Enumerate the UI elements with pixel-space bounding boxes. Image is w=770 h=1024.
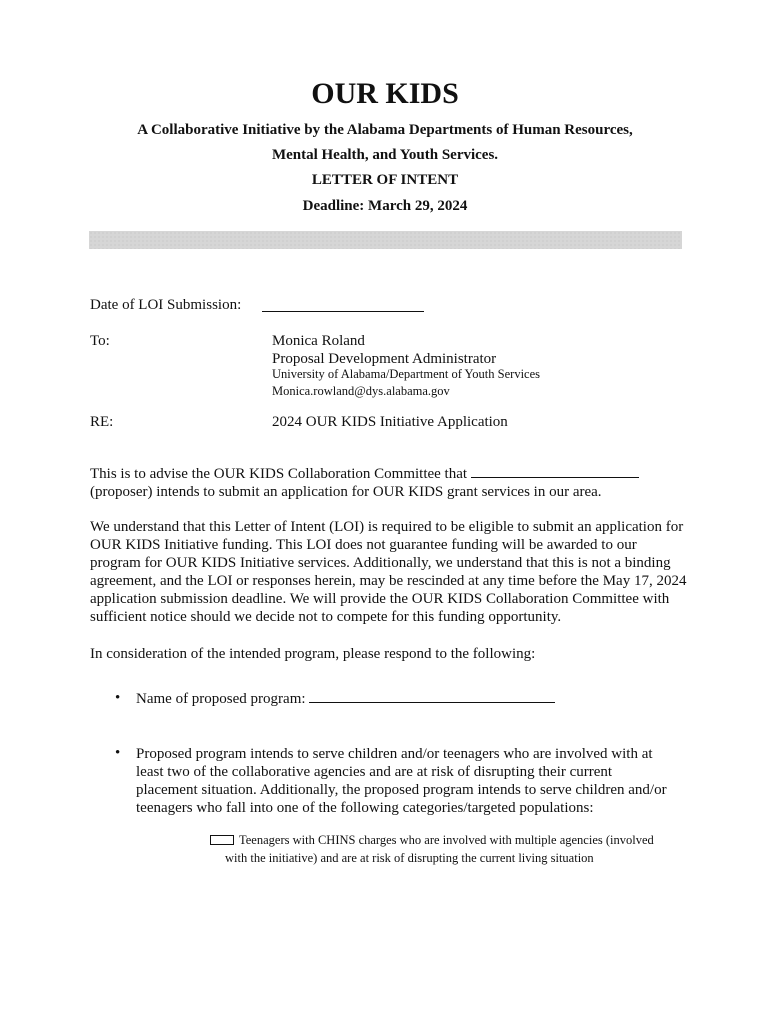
deadline: Deadline: March 29, 2024	[302, 198, 468, 214]
bullet-2-text: Proposed program intends to serve children and/or teenagers who are involved with at least two of the collaborative agencies and are at risk of disrupting their current placement situation. Additionally, the proposed program intends to serve children and/or teenagers who fall into one of the following categories/targeted populations:	[136, 746, 667, 816]
document-title: OUR KIDS	[311, 77, 459, 110]
program-name-label: Name of proposed program:	[136, 691, 306, 707]
advise-line-2: (proposer) intends to submit an application for OUR KIDS grant services in our area.	[90, 484, 602, 500]
date-of-submission-label: Date of LOI Submission:	[90, 297, 242, 313]
re-value: 2024 OUR KIDS Initiative Application	[272, 414, 508, 430]
shaded-divider-bar	[89, 231, 682, 249]
recipient-title: Proposal Development Administrator	[272, 351, 497, 367]
subtitle-line-2: Mental Health, and Youth Services.	[271, 147, 499, 163]
to-label: To:	[90, 333, 110, 349]
recipient-name: Monica Roland	[272, 333, 365, 349]
recipient-organization: University of Alabama/Department of Youth Services	[272, 367, 541, 381]
recipient-email: Monica.rowland@dys.alabama.gov	[272, 384, 450, 398]
advise-line-1	[90, 465, 639, 483]
consideration-text: In consideration of the intended program, please respond to the following:	[90, 646, 536, 662]
bullet-2-marker: •	[115, 745, 121, 761]
program-name-field[interactable]	[309, 702, 555, 703]
document-type: LETTER OF INTENT	[311, 172, 459, 188]
bullet-1-marker: •	[115, 690, 121, 706]
advise-text: This is to advise the OUR KIDS Collaboration Committee that	[90, 466, 468, 482]
category-1-text: Teenagers with CHINS charges who are involved with multiple agencies (involved with the initiative) and are at risk of disrupting the current living situation	[225, 833, 654, 865]
understanding-paragraph: We understand that this Letter of Intent (LOI) is required to be eligible to submit an application for OUR KIDS Initiative funding. This LOI does not guarantee funding will be awarded to our program for OUR KIDS Initiative services. Additionally, we understand that this is not a binding agreement, and the LOI or responses herein, may be rescinded at any time before the May 17, 2024 application submission deadline. We will provide the OUR KIDS Collaboration Committee with sufficient notice should we decide not to compete for this funding opportunity.	[90, 519, 687, 625]
re-label: RE:	[90, 414, 114, 430]
date-of-submission-field[interactable]	[262, 311, 424, 312]
subtitle-line-1: A Collaborative Initiative by the Alabama Departments of Human Resources,	[137, 122, 633, 138]
proposer-name-field[interactable]	[471, 477, 639, 478]
bullet-1	[136, 690, 555, 708]
